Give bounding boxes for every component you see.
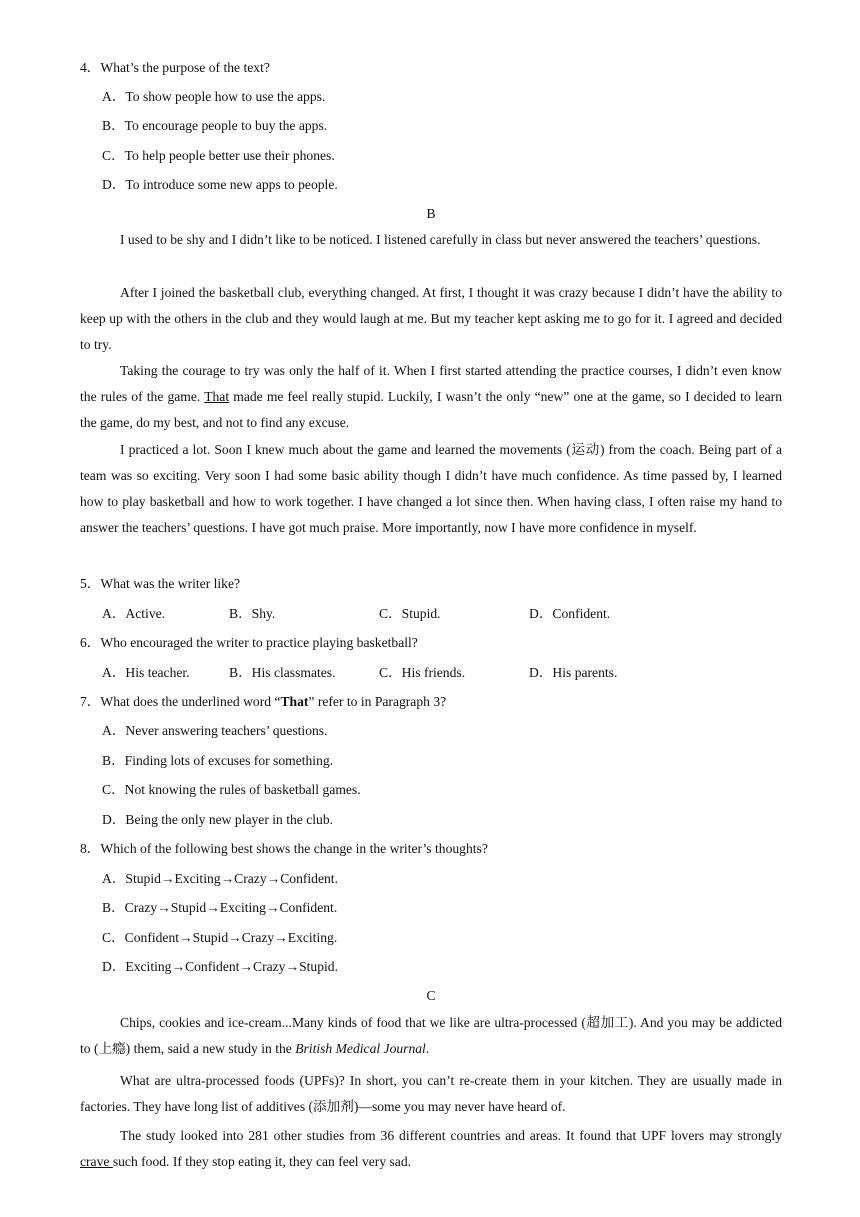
paragraph-3-text-start: Taking the courage to try was only the half of it. When I first started attending the practice courses, I didn’t even know the rules of the game.: [80, 363, 782, 404]
question-8-option-c: C．Confident→Stupid→Crazy→Exciting.: [102, 930, 338, 945]
section-b-paragraph-4: I practiced a lot. Soon I knew much about the game and learned the movements (运动) from the coach. Being part of a team was so exciting. Very soon I had some basic ability though I didn’t have much confidence. As time passed by, I learned how to play basketball and how to work together. I have changed a lot since then. When having class, I often raise my hand to answer the teachers’ questions. I have got much praise. More importantly, now I have more confidence in myself.: [80, 442, 782, 535]
section-b-paragraph-1: I used to be shy and I didn’t like to be noticed. I listened carefully in class but never answered the teachers’ questions.: [120, 232, 761, 247]
section-b-paragraph-3: [80, 358, 782, 436]
question-5-option-b: B．Shy.: [229, 606, 276, 621]
question-7-stem-start: 7．What does the underlined word “: [80, 694, 281, 709]
section-c-paragraph-2: What are ultra-processed foods (UPFs)? In short, you can’t re-create them in your kitchen. They are usually made in factories. They have long list of additives (添加剂)—some you may never have heard of.: [80, 1073, 782, 1114]
section-c-paragraph-3: [80, 1123, 782, 1175]
question-5-option-c: C．Stupid.: [379, 606, 441, 621]
question-7-option-b: B．Finding lots of excuses for something.: [102, 753, 334, 768]
underlined-word-that: That: [204, 389, 230, 404]
question-7-option-d: D．Being the only new player in the club.: [102, 812, 334, 827]
question-4-option-a: A．To show people how to use the apps.: [102, 89, 326, 104]
question-5-option-d: D．Confident.: [529, 606, 611, 621]
question-4-stem: 4．What’s the purpose of the text?: [80, 60, 270, 75]
paragraph-c1-text-end: .: [425, 1041, 430, 1056]
paragraph-c3-text-end: such food. If they stop eating it, they can feel very sad.: [112, 1154, 412, 1169]
question-8-stem: 8．Which of the following best shows the change in the writer’s thoughts?: [80, 841, 488, 856]
section-c-paragraph-1: [80, 1010, 782, 1062]
paragraph-c1-text-start: Chips, cookies and ice-cream...Many kinds of food that we like are ultra-processed (超加工). And you may be addicted to (上瘾) them, said a new study in the: [80, 1015, 782, 1056]
journal-title: British Medical Journal: [295, 1041, 426, 1056]
question-7-option-a: A．Never answering teachers’ questions.: [102, 723, 328, 738]
question-8-option-a: A．Stupid→Exciting→Crazy→Confident.: [102, 871, 338, 886]
question-7-stem-end: ” refer to in Paragraph 3?: [308, 694, 447, 709]
question-6-option-c: C．His friends.: [379, 665, 466, 680]
question-7-bold-word: That: [280, 694, 309, 709]
question-7-option-c: C．Not knowing the rules of basketball games.: [102, 782, 361, 797]
paragraph-3-text-end: made me feel really stupid. Luckily, I wasn’t the only “new” one at the game, so I decided to learn the game, do my best, and not to find any excuse.: [80, 389, 782, 430]
question-6-stem: 6．Who encouraged the writer to practice playing basketball?: [80, 635, 418, 650]
question-6-option-b: B．His classmates.: [229, 665, 336, 680]
question-5-stem: 5．What was the writer like?: [80, 576, 241, 591]
question-5-option-a: A．Active.: [102, 606, 166, 621]
question-4-option-c: C．To help people better use their phones.: [102, 148, 335, 163]
question-4-option-d: D．To introduce some new apps to people.: [102, 177, 338, 192]
section-b-paragraph-2: After I joined the basketball club, everything changed. At first, I thought it was crazy because I didn’t have the ability to keep up with the others in the club and they would laugh at me. But my teacher kept asking me to go for it. I agreed and decided to try.: [80, 285, 782, 352]
section-c-label: C: [426, 988, 436, 1003]
question-8-option-b: B．Crazy→Stupid→Exciting→Confident.: [102, 900, 338, 915]
question-6-option-a: A．His teacher.: [102, 665, 190, 680]
underlined-word-crave: crave: [80, 1154, 113, 1169]
question-8-option-d: D．Exciting→Confident→Crazy→Stupid.: [102, 959, 338, 974]
question-6-option-d: D．His parents.: [529, 665, 618, 680]
question-7-stem: [80, 694, 446, 710]
paragraph-c3-text-start: The study looked into 281 other studies from 36 different countries and areas. It found that UPF lovers may strongly: [120, 1128, 782, 1143]
section-b-label: B: [426, 206, 436, 221]
question-4-option-b: B．To encourage people to buy the apps.: [102, 118, 328, 133]
